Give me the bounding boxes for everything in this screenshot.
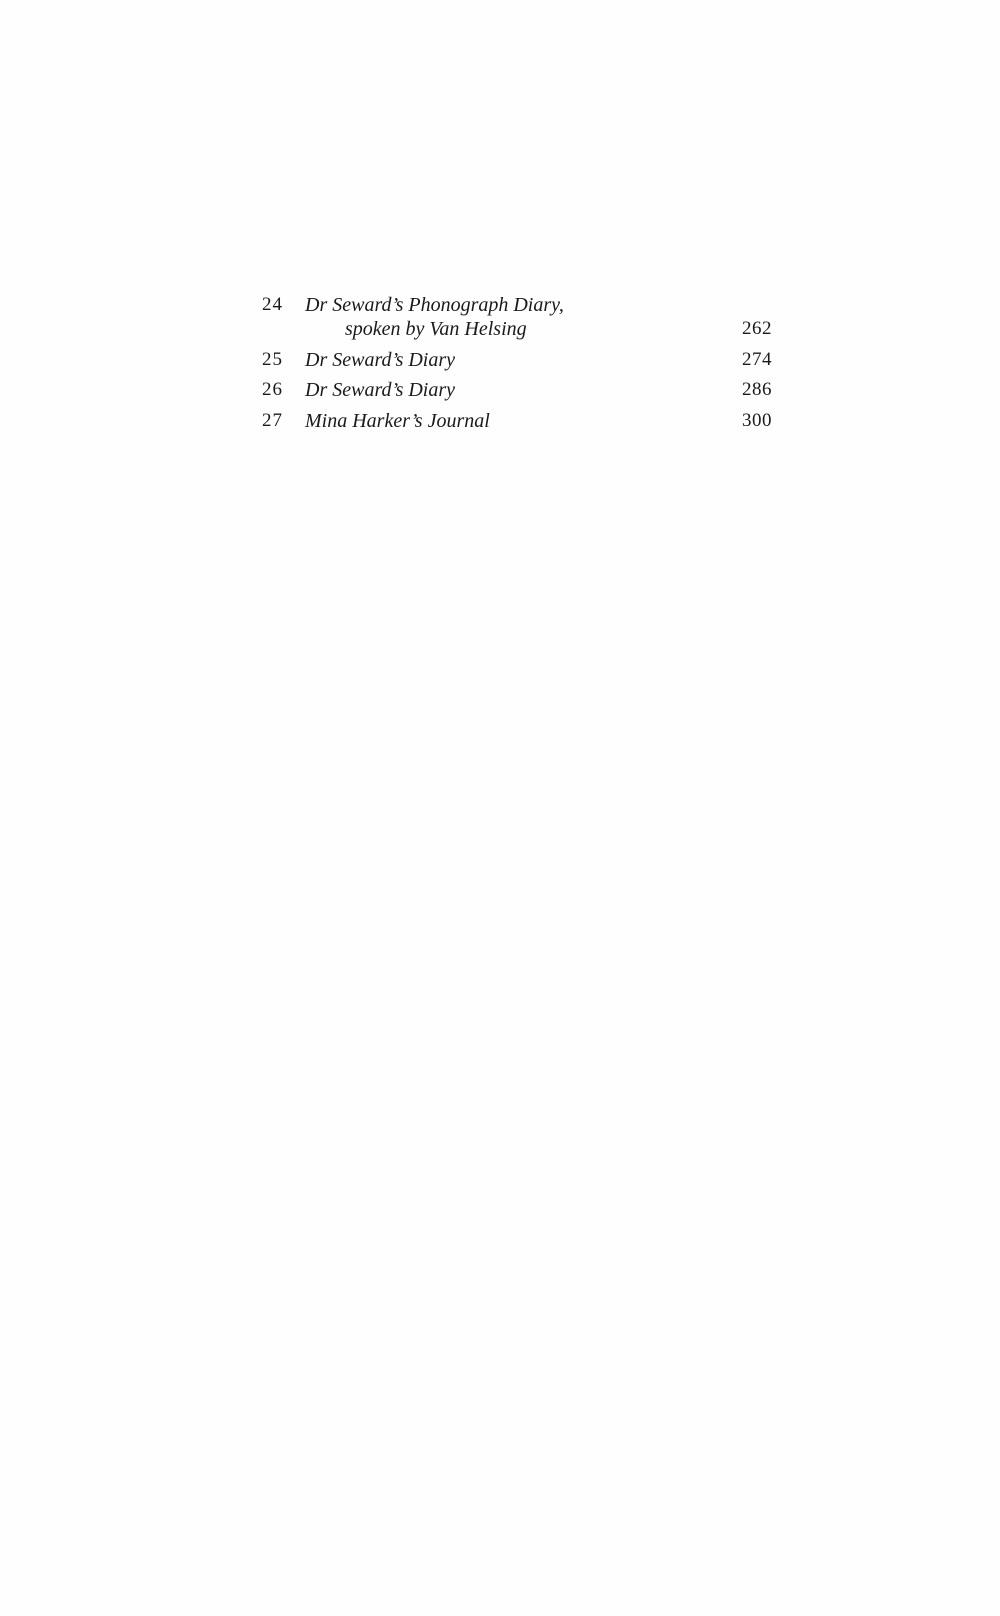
chapter-number: 24 [262, 294, 283, 315]
chapter-number: 27 [262, 410, 283, 431]
toc-entry-27 [262, 406, 772, 436]
toc-entry-24 [262, 290, 772, 344]
chapter-number: 26 [262, 379, 283, 400]
chapter-title: Mina Harker’s Journal [305, 410, 490, 432]
page-number: 300 [742, 410, 772, 431]
chapter-title: Dr Seward’s Phonograph Diary, [305, 294, 564, 316]
chapter-subtitle: spoken by Van Helsing [345, 318, 527, 340]
chapter-title: Dr Seward’s Diary [305, 379, 456, 401]
chapter-number: 25 [262, 349, 283, 370]
chapter-title: Dr Seward’s Diary [305, 349, 456, 371]
page-number: 262 [742, 318, 772, 339]
toc-entry-25 [262, 345, 772, 375]
page-number: 274 [742, 349, 772, 370]
page-number: 286 [742, 379, 772, 400]
toc-entry-26 [262, 375, 772, 405]
